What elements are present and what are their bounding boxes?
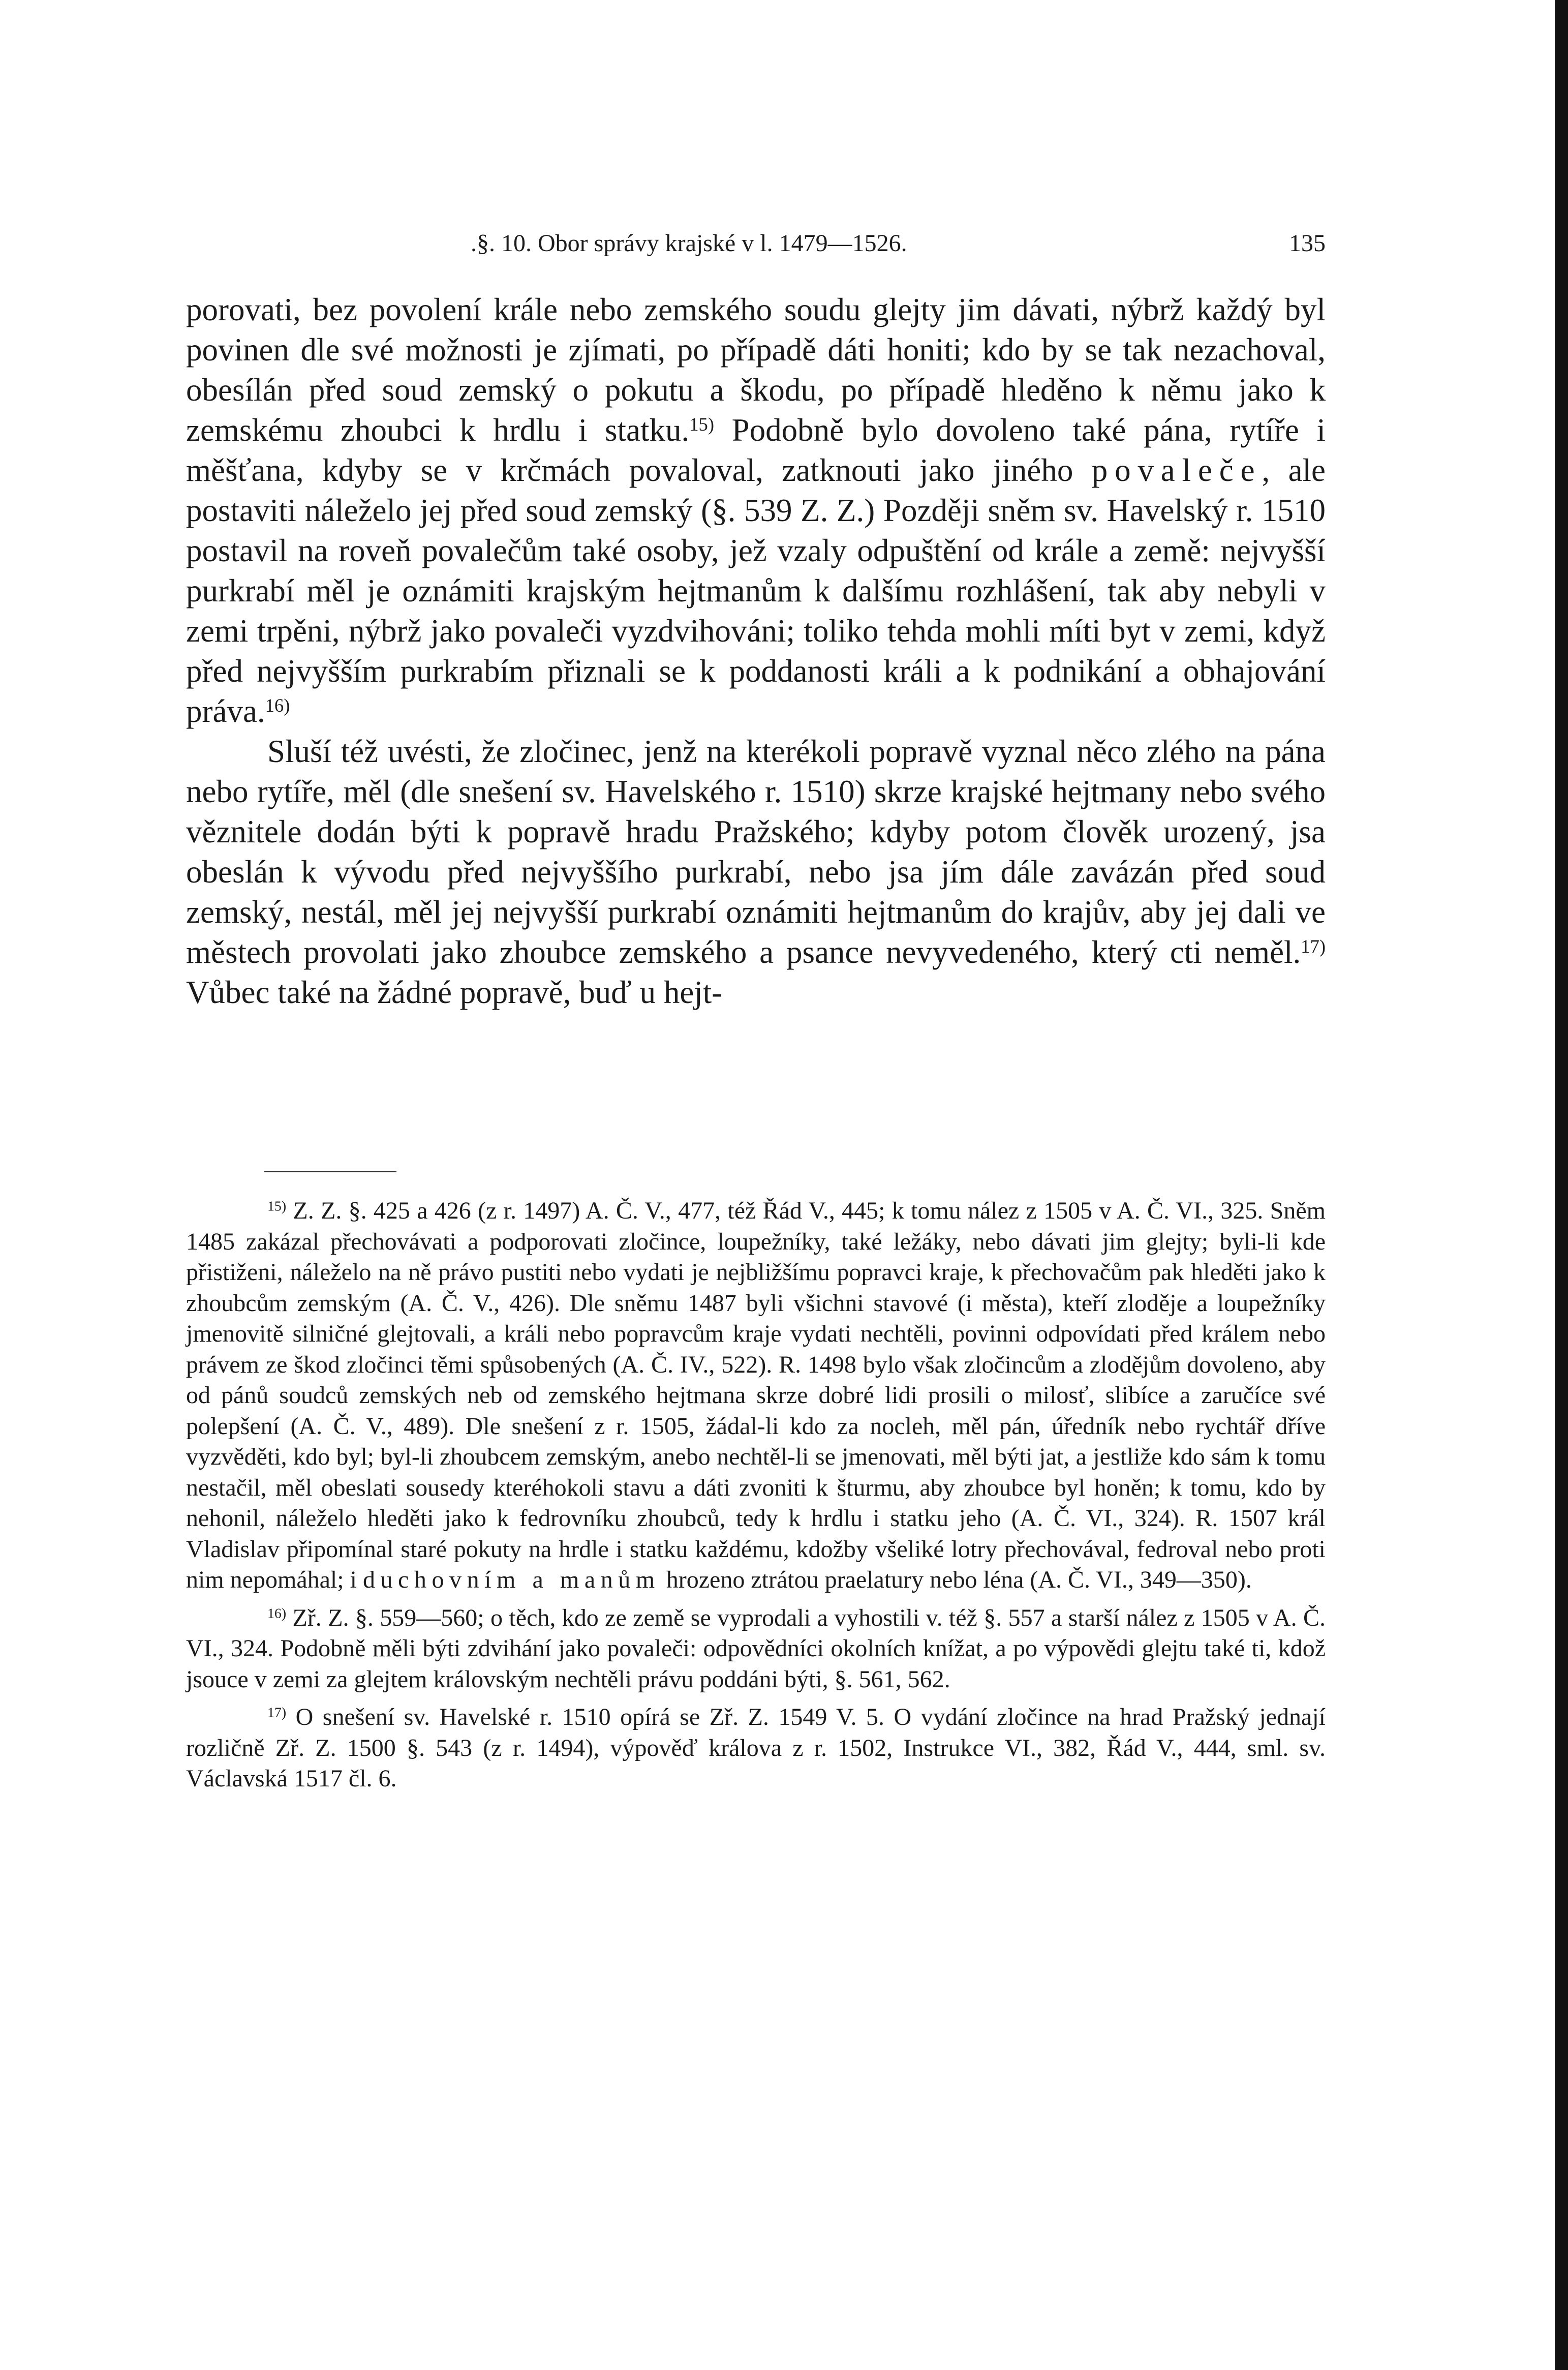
footnote-16-mark: 16): [267, 1605, 287, 1622]
paragraph-1-text-b: Podobně bylo dovoleno také pána, rytíře i měšťana, kdyby se v krčmách povaloval, zatknouti jako jiného: [186, 412, 1326, 488]
footnote-17-text: O snešení sv. Havelské r. 1510 opírá se Zř. Z. 1549 V. 5. O vydání zločince na hrad Pražský jednají rozličně Zř. Z. 1500 §. 543 (z r. 1494), výpověď králova z r. 1502, Instrukce VI., 382, Řád V., 444, sml. sv. Václavská 1517 čl. 6.: [186, 1704, 1326, 1792]
paragraph-2: [186, 732, 1326, 1013]
footnote-17-mark: 17): [267, 1705, 287, 1721]
page-number: 135: [1289, 230, 1326, 257]
footnote-16-text: Zř. Z. §. 559—560; o těch, kdo ze země se vyprodali a vyhostili v. též §. 557 a starší nález z 1505 v A. Č. VI., 324. Podobně měli býti zdvihání jako povaleči: odpovědníci okolních knížat, a po výpovědi glejtu také ti, kdož jsouce v zemi za glejtem královským nechtěli právu poddáni býti, §. 561, 562.: [186, 1604, 1326, 1693]
paragraph-1-text-c: , ale postaviti náleželo jej před soud zemský (§. 539 Z. Z.) Později sněm sv. Havelský r. 1510 postavil na roveň povalečům také osoby, jež vzaly odpuštění od krále a země: nejvyšší purkrabí měl je oznámiti krajským hejtmanům k dalšímu rozhlášení, tak aby nebyli v zemi trpěni, nýbrž jako povaleči vyzdvihováni; toliko tehda mohli míti byt v zemi, když před nejvyšším purkrabím přiznali se k poddanosti králi a k podnikání a obhajování práva.: [186, 452, 1326, 729]
scan-border: [1555, 0, 1568, 2370]
footnote-15-text-b: hrozeno ztrátou praelatury nebo léna (A. Č. VI., 349—350).: [660, 1566, 1252, 1593]
paragraph-1: [186, 290, 1326, 732]
footnotes: [186, 1196, 1326, 1802]
footnote-16: [186, 1603, 1326, 1695]
footnote-divider: [264, 1171, 396, 1172]
footnote-17: [186, 1702, 1326, 1795]
main-text: [186, 290, 1326, 1013]
running-title: .§. 10. Obor správy krajské v l. 1479—1526.: [471, 230, 907, 257]
footnote-15-text-a: Z. Z. §. 425 a 426 (z r. 1497) A. Č. V., 477, též Řád V., 445; k tomu nález z 1505 v A. Č. VI., 325. Sněm 1485 zakázal přechovávati a podporovati zločince, loupežníky, také ležáky, nebo dávati jim glejty; byli-li kde přistiženi, náleželo na ně právo pustiti nebo vydati je nejbližšímu popravci kraje, k přechovačům pak hleděti jako k zhoubcům zemským (A. Č. V., 426). Dle sněmu 1487 byli všichni stavové (i města), kteří zloděje a loupežníky jmenovitě silničné glejtovali, a králi nebo popravcům kraje vydati nechtěli, povinni odpovídati před králem nebo právem ze škod zločinci těmi spůsobených (A. Č. IV., 522). R. 1498 bylo však zločincům a zlodějům dovoleno, aby od pánů soudců zemských neb od zemského hejtmana skrze dobré lidi prosili o milosť, slibíce a zaručíce své polepšení (A. Č. V., 489). Dle snešení z r. 1505, žádal-li kdo za nocleh, měl pán, úředník nebo rychtář dříve vyzvěděti, kdo byl; byl-li zhoubcem zemským, anebo nechtěl-li se jmenovati, měl býti jat, a jestliže kdo sám k tomu nestačil, měl obeslati sousedy kteréhokoli stavu a dáti zvoniti k šturmu, aby zhoubce byl honěn; k tomu, kdo by nehonil, náleželo hleděti jako k fedrovníku zhoubců, tedy k hrdlu i statku jeho (A. Č. VI., 324). R. 1507 král Vladislav připomínal staré pokuty na hrdle i statku každému, kdožby všeliké lotry přechovával, fedroval nebo proti nim nepomáhal; i: [186, 1197, 1326, 1593]
paragraph-2-text-b: Vůbec také na žádné popravě, buď u hejt-: [186, 975, 723, 1010]
paragraph-2-text-a: Sluší též uvésti, že zločinec, jenž na kterékoli popravě vyznal něco zlého na pána nebo rytíře, měl (dle snešení sv. Havelského r. 1510) skrze krajské hejtmany nebo svého věznitele dodán býti k popravě hradu Pražského; kdyby potom člověk urozený, jsa obeslán k vývodu před nejvyššího purkrabí, nebo jsa jím dále zavázán před soud zemský, nestál, měl jej nejvyšší purkrabí oznámiti hejtmanům do krajův, aby jej dali ve městech provolati jako zhoubce zemského a psance nevyvedeného, který cti neměl.: [186, 734, 1326, 970]
footnote-ref-16[interactable]: 16): [265, 694, 290, 716]
footnote-ref-15[interactable]: 15): [689, 413, 714, 435]
footnote-ref-17[interactable]: 17): [1301, 935, 1326, 957]
footnote-15-mark: 15): [267, 1198, 287, 1214]
footnote-15-spaced-words: duchovním a manům: [362, 1566, 660, 1593]
running-head: [186, 226, 1326, 261]
paragraph-1-text-a: porovati, bez povolení krále nebo zemského soudu glejty jim dávati, nýbrž každý byl povinen dle své možnosti je zjímati, po případě dáti honiti; kdo by se tak nezachoval, obesílán před soud zemský o pokutu a škodu, po případě hleděno k němu jako k zemskému zhoubci k hrdlu i statku.: [186, 292, 1326, 448]
footnote-15: [186, 1196, 1326, 1596]
paragraph-1-spaced-word: povaleče: [1091, 452, 1262, 488]
